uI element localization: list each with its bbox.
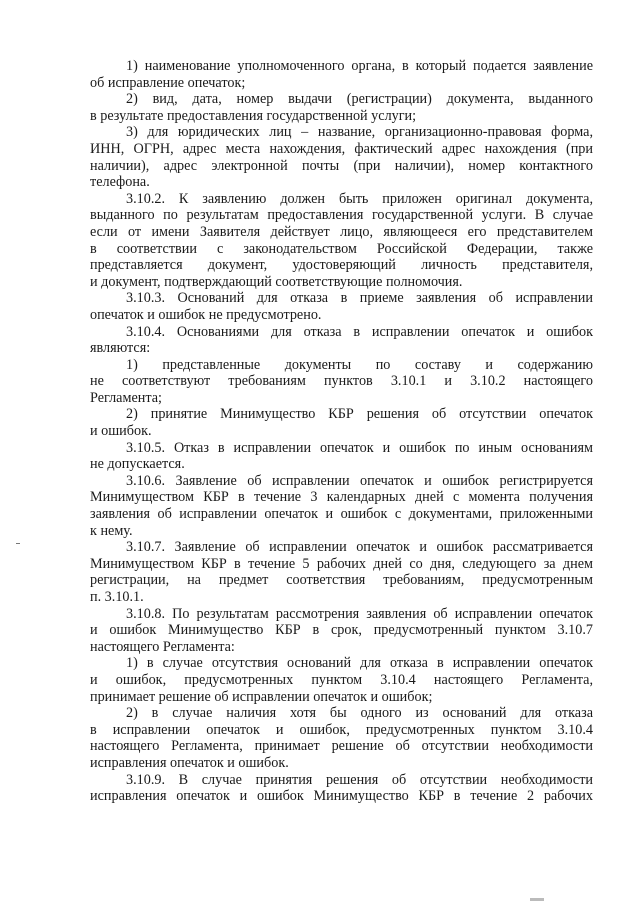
document-page	[90, 58, 593, 805]
text-line: исправления опечаток и ошибок.	[90, 754, 289, 771]
text-line: представляется документ, удостоверяющий личность представителя,	[90, 257, 593, 274]
paragraph	[90, 539, 593, 605]
scan-artifact-mark	[16, 543, 20, 544]
paragraph	[90, 655, 593, 705]
text-line: п. 3.10.1.	[90, 589, 144, 605]
text-line: ИНН, ОГРН, адрес места нахождения, фактический адрес нахождения (при	[90, 140, 593, 157]
paragraph	[90, 91, 593, 124]
text-line: 3.10.5. Отказ в исправлении опечаток и ошибок по иным основаниям	[126, 439, 593, 456]
text-line: в результате предоставления государственной услуги;	[90, 107, 417, 124]
text-line: и ошибок.	[90, 423, 152, 440]
text-line: 3.10.7. Заявление об исправлении опечаток и ошибок рассматривается	[126, 539, 593, 556]
text-line: в исправлении опечаток и ошибок, предусмотренных пунктом 3.10.4	[90, 721, 593, 738]
text-line: 3.10.2. К заявлению должен быть приложен оригинал документа,	[126, 190, 593, 207]
text-line: не соответствуют требованиям пунктов 3.10.1 и 3.10.2 настоящего	[90, 373, 593, 390]
text-line: 1) представленные документы по составу и содержанию	[126, 356, 593, 373]
text-line: 3.10.3. Оснований для отказа в приеме заявления об исправлении	[126, 290, 593, 307]
paragraph	[90, 58, 593, 91]
text-line: настоящего Регламента:	[90, 638, 235, 655]
text-line: 3.10.9. В случае принятия решения об отсутствии необходимости	[126, 771, 593, 788]
text-line: выданного по результатам предоставления государственной услуги. В случае	[90, 207, 593, 224]
text-line: об исправление опечаток;	[90, 74, 246, 91]
text-line: Регламента;	[90, 389, 162, 406]
text-line: в соответствии с законодательством Российской Федерации, также	[90, 240, 593, 257]
paragraph	[90, 324, 593, 357]
text-line: 3.10.8. По результатам рассмотрения заявления об исправлении опечаток	[126, 605, 593, 622]
text-line: и документ, подтверждающий соответствующие полномочия.	[90, 273, 463, 290]
text-line: Минимуществом КБР в течение 3 календарных дней с момента получения	[90, 489, 593, 506]
text-line: 1) в случае отсутствия оснований для отказа в исправлении опечаток	[126, 655, 593, 672]
text-line: настоящего Регламента, принимает решение об отсутствии необходимости	[90, 738, 593, 755]
paragraph	[90, 606, 593, 656]
text-line: 3.10.4. Основаниями для отказа в исправлении опечаток и ошибок	[126, 323, 593, 340]
paragraph	[90, 705, 593, 771]
text-line: не допускается.	[90, 456, 185, 473]
text-line: 3.10.6. Заявление об исправлении опечаток и ошибок регистрируется	[126, 472, 593, 489]
text-line: заявления об исправлении опечаток и ошибок с документами, приложенными	[90, 506, 593, 523]
text-line: опечаток и ошибок не предусмотрено.	[90, 306, 322, 323]
paragraph	[90, 406, 593, 439]
text-line: телефона.	[90, 174, 150, 191]
text-line: принимает решение об исправлении опечаток и ошибок;	[90, 688, 433, 705]
text-line: исправления опечаток и ошибок Минимущество КБР в течение 2 рабочих	[90, 788, 593, 805]
text-line: 1) наименование уполномоченного органа, в который подается заявление	[126, 58, 593, 74]
paragraph	[90, 191, 593, 291]
text-line: и ошибок, предусмотренных пунктом 3.10.4 настоящего Регламента,	[90, 671, 593, 688]
paragraph	[90, 473, 593, 539]
text-line: 3) для юридических лиц – название, организационно-правовая форма,	[126, 124, 593, 141]
scan-corner-artifact	[530, 898, 544, 901]
text-line: регистрации, на предмет соответствия требованиям, предусмотренным	[90, 572, 593, 589]
text-line: Минимуществом КБР в течение 5 рабочих дней со дня, следующего за днем	[90, 555, 593, 572]
text-line: к нему.	[90, 522, 133, 539]
text-line: 2) принятие Минимущество КБР решения об отсутствии опечаток	[126, 406, 593, 423]
paragraph	[90, 772, 593, 805]
paragraph	[90, 440, 593, 473]
text-line: и ошибок Минимущество КБР в срок, предусмотренный пунктом 3.10.7	[90, 622, 593, 639]
paragraph	[90, 357, 593, 407]
text-line: наличии), адрес электронной почты (при наличии), номер контактного	[90, 157, 593, 174]
text-line: являются:	[90, 340, 151, 357]
text-line: если от имени Заявителя действует лицо, являющееся его представителем	[90, 223, 593, 240]
paragraph	[90, 290, 593, 323]
text-line: 2) вид, дата, номер выдачи (регистрации) документа, выданного	[126, 91, 593, 108]
paragraph	[90, 124, 593, 190]
text-line: 2) в случае наличия хотя бы одного из оснований для отказа	[126, 705, 593, 722]
